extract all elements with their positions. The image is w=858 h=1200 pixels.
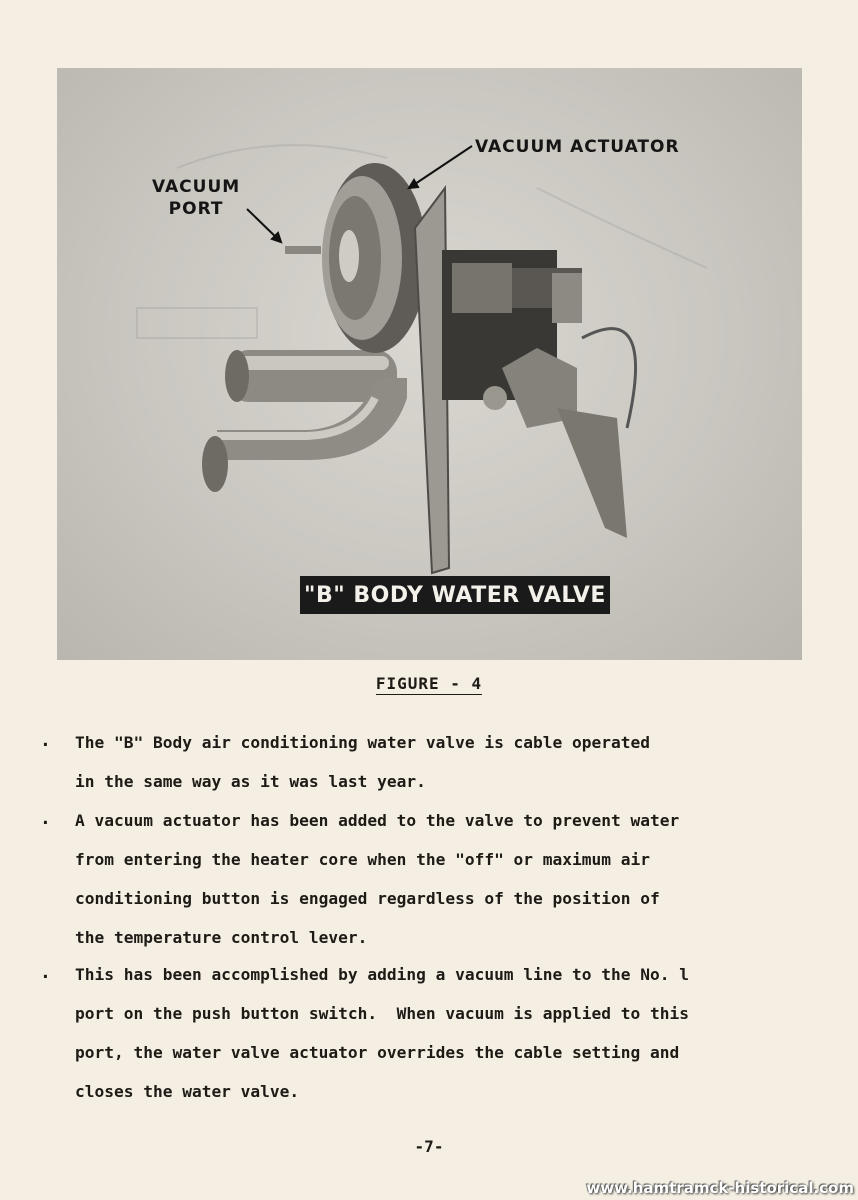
figure-label — [0, 674, 858, 693]
paragraph-line: in the same way as it was last year. — [75, 772, 426, 791]
paragraph-line: A vacuum actuator has been added to the valve to prevent water — [75, 811, 680, 830]
bullet-1: . — [40, 730, 51, 751]
bullet-3: . — [40, 962, 51, 983]
vacuum-port-callout — [152, 176, 240, 220]
paragraph-line: port, the water valve actuator overrides the cable setting and — [75, 1043, 680, 1062]
paragraph-line: conditioning button is engaged regardless of the position of — [75, 889, 660, 908]
water-valve-illustration — [57, 68, 802, 660]
bullet-2: . — [40, 808, 51, 829]
paragraph-line: from entering the heater core when the "off" or maximum air — [75, 850, 650, 869]
paragraph-line: port on the push button switch. When vacuum is applied to this — [75, 1004, 689, 1023]
paragraph-3 — [75, 955, 815, 1111]
page-number: -7- — [414, 1137, 444, 1156]
vacuum-actuator-callout: VACUUM ACTUATOR — [475, 137, 680, 157]
paragraph-2 — [75, 801, 815, 957]
vacuum-actuator-diaphragm — [285, 163, 427, 353]
paragraph-line: This has been accomplished by adding a vacuum line to the No. l — [75, 965, 689, 984]
figure-caption-box: "B" BODY WATER VALVE — [300, 576, 610, 614]
paragraph-1 — [75, 723, 815, 801]
paragraph-line: closes the water valve. — [75, 1082, 300, 1101]
figure-photo — [57, 68, 802, 660]
valve-body — [442, 250, 636, 538]
vacuum-port-callout-line-1: VACUUM — [152, 177, 241, 197]
paragraph-line: The "B" Body air conditioning water valve is cable operated — [75, 733, 650, 752]
figure-label-text: FIGURE - 4 — [375, 674, 483, 693]
paragraph-line: the temperature control lever. — [75, 928, 368, 947]
hose-pipes — [202, 350, 407, 492]
vacuum-port-callout-line-2: PORT — [168, 199, 224, 219]
watermark: www.hamtramck-historical.com — [586, 1179, 854, 1197]
